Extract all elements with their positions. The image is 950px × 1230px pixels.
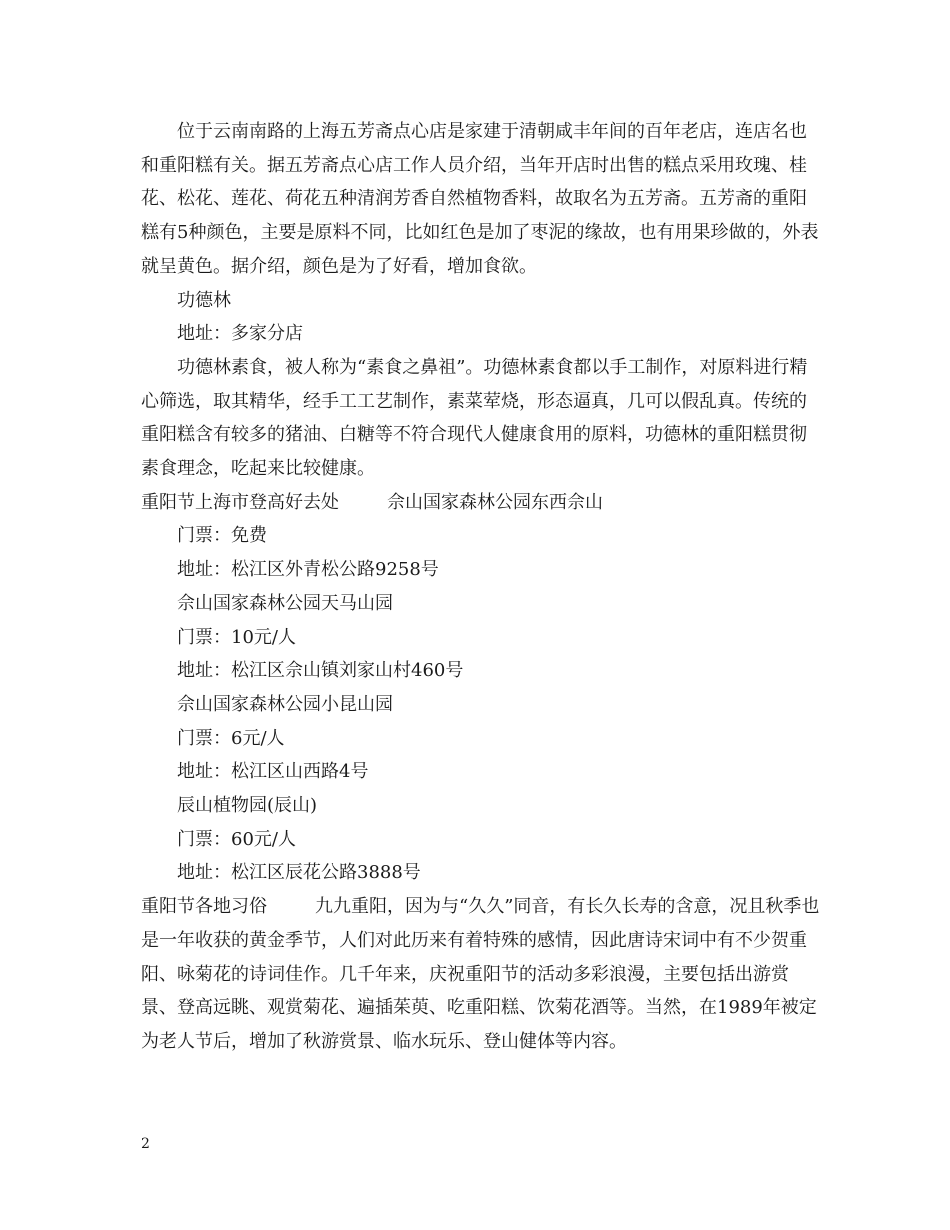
- paragraph-chenshan-address: 地址：松江区辰花公路3888号: [177, 862, 421, 884]
- paragraph-xiaokunshan-address: 地址：松江区山西路4号: [177, 761, 369, 783]
- paragraph-gongdelin-title: 功德林: [177, 289, 231, 311]
- section-heading-climbing: [141, 486, 821, 520]
- paragraph-chenshan-title: 辰山植物园(辰山): [177, 795, 318, 817]
- paragraph-gongdelin-desc: 功德林素食，被人称为“素食之鼻祖”。功德林素食都以手工制作，对原料进行精心筛选，取其精华，经手工工艺制作，素菜荤烧，形态逼真，几可以假乱真。传统的重阳糕含有较多的猪油、白糖等不符合现代人健康食用的原料，功德林的重阳糕贯彻素食理念，吃起来比较健康。: [141, 356, 808, 480]
- section-heading-label: 重阳节上海市登高好去处: [141, 491, 339, 513]
- paragraph-sheshan-ticket: 门票：免费: [177, 525, 267, 547]
- paragraph-gongdelin-address: 地址：多家分店: [177, 323, 303, 345]
- page-content: [141, 115, 821, 1059]
- paragraph-sheshan-address: 地址：松江区外青松公路9258号: [177, 559, 439, 581]
- paragraph-chenshan-ticket: 门票：60元/人: [177, 828, 296, 850]
- paragraph-xiaokunshan-title: 佘山国家森林公园小昆山园: [177, 693, 393, 715]
- paragraph-tianmashan-ticket: 门票：10元/人: [177, 626, 296, 648]
- section-heading-label: 重阳节各地习俗: [141, 896, 267, 918]
- page-number: 2: [141, 1136, 150, 1152]
- paragraph-tianmashan-title: 佘山国家森林公园天马山园: [177, 592, 393, 614]
- section-heading-customs: [141, 890, 821, 1059]
- paragraph-tianmashan-address: 地址：松江区佘山镇刘家山村460号: [177, 660, 464, 682]
- paragraph-customs-desc: 九九重阳，因为与“久久”同音，有长久长寿的含意，况且秋季也是一年收获的黄金季节，人们对此历来有着特殊的感情，因此唐诗宋词中有不少贺重阳、咏菊花的诗词佳作。几千年来，庆祝重阳节的活动多彩浪漫，主要包括出游赏景、登高远眺、观赏菊花、遍插茱萸、吃重阳糕、饮菊花酒等。当然，在1989年被定为老人节后，增加了秋游赏景、临水玩乐、登山健体等内容。: [141, 896, 820, 1052]
- paragraph-wufangzhai: 位于云南南路的上海五芳斋点心店是家建于清朝咸丰年间的百年老店，连店名也和重阳糕有关。据五芳斋点心店工作人员介绍，当年开店时出售的糕点采用玫瑰、桂花、松花、莲花、荷花五种清润芳香自然植物香料，故取名为五芳斋。五芳斋的重阳糕有5种颜色，主要是原料不同，比如红色是加了枣泥的缘故，也有用果珍做的，外表就呈黄色。据介绍，颜色是为了好看，增加食欲。: [141, 121, 819, 277]
- paragraph-sheshan-title: 佘山国家森林公园东西佘山: [387, 491, 603, 513]
- paragraph-xiaokunshan-ticket: 门票：6元/人: [177, 727, 285, 749]
